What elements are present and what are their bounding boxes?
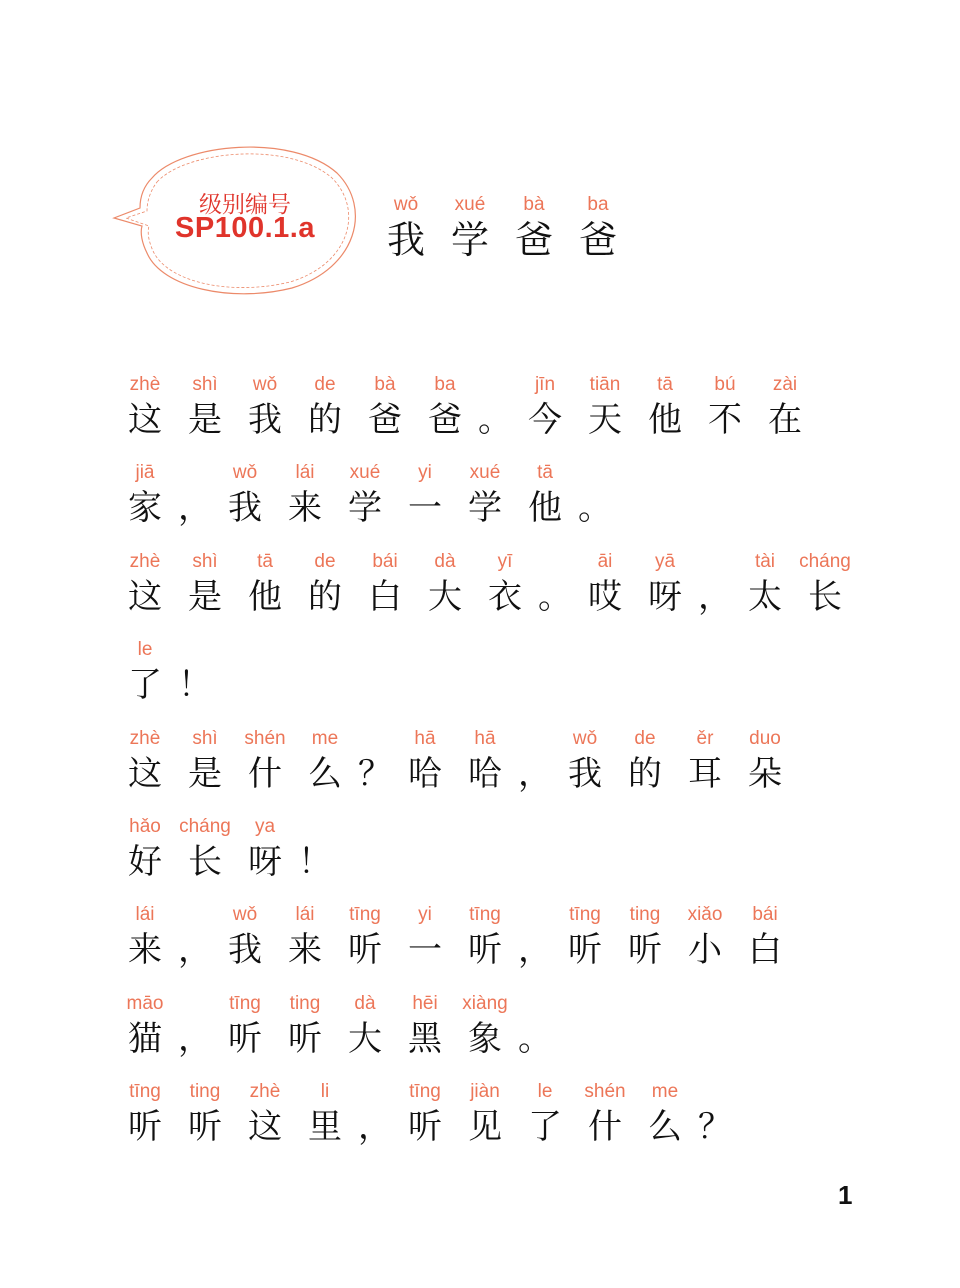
pinyin: de — [314, 550, 336, 572]
hanzi: ， — [698, 576, 732, 617]
character-cell — [475, 549, 535, 637]
hanzi: 在 — [768, 400, 802, 440]
hanzi: 的 — [308, 576, 342, 617]
pinyin: dà — [434, 550, 456, 572]
hanzi: 白 — [748, 930, 782, 971]
character-cell — [615, 902, 675, 990]
pinyin: zhè — [129, 727, 161, 749]
hanzi: 哈 — [468, 753, 502, 794]
pinyin: jīn — [534, 374, 556, 395]
text-line — [115, 1079, 855, 1167]
character-cell — [115, 549, 175, 637]
pinyin: yi — [418, 462, 432, 484]
character-cell — [335, 460, 395, 548]
character-cell — [175, 814, 235, 902]
punctuation-cell — [175, 460, 215, 548]
text-line — [115, 549, 855, 637]
pinyin: zhè — [129, 550, 161, 572]
hanzi: 。 — [578, 488, 612, 529]
hanzi: 天 — [588, 400, 622, 440]
hanzi: 呀 — [248, 841, 282, 882]
pinyin: le — [537, 1081, 553, 1103]
character-cell — [235, 814, 295, 902]
hanzi: 我 — [248, 400, 282, 440]
character-cell — [355, 549, 415, 637]
character-cell — [115, 1079, 175, 1167]
hanzi: 什 — [588, 1107, 622, 1148]
character-cell — [235, 726, 295, 814]
punctuation-cell — [475, 372, 515, 460]
pinyin: cháng — [799, 550, 851, 572]
pinyin: shén — [244, 727, 286, 749]
punctuation-cell — [175, 637, 215, 725]
hanzi: 衣 — [488, 576, 522, 617]
hanzi: 猫 — [128, 1018, 162, 1059]
pinyin: bà — [374, 374, 396, 395]
character-cell — [395, 726, 455, 814]
text-line — [115, 902, 855, 990]
hanzi: 是 — [188, 400, 222, 440]
character-cell — [395, 902, 455, 990]
pinyin: bái — [372, 550, 398, 572]
character-cell — [735, 549, 795, 637]
pinyin: bà — [523, 194, 545, 215]
character-cell — [575, 1079, 635, 1167]
character-cell — [115, 726, 175, 814]
hanzi: 什 — [248, 753, 282, 794]
hanzi: 这 — [128, 400, 162, 440]
character-cell — [515, 460, 575, 548]
pinyin: de — [634, 727, 656, 749]
pinyin: tīng — [569, 904, 601, 926]
pinyin: ting — [629, 904, 661, 926]
pinyin: lái — [135, 904, 155, 926]
hanzi: 。 — [478, 400, 512, 440]
hanzi: 的 — [308, 400, 342, 440]
pinyin: ba — [434, 374, 456, 395]
hanzi: 黑 — [408, 1018, 442, 1059]
hanzi: 听 — [628, 930, 662, 971]
character-cell — [215, 902, 275, 990]
character-cell — [675, 902, 735, 990]
hanzi: 朵 — [748, 753, 782, 794]
hanzi: 是 — [188, 576, 222, 617]
character-cell — [235, 549, 295, 637]
character-cell — [115, 814, 175, 902]
punctuation-cell — [695, 1079, 735, 1167]
punctuation-cell — [515, 902, 555, 990]
hanzi: 。 — [518, 1018, 552, 1059]
hanzi: 听 — [228, 1018, 262, 1059]
hanzi: 学 — [468, 488, 502, 529]
character-cell — [235, 1079, 295, 1167]
character-cell — [175, 372, 235, 460]
hanzi: 长 — [188, 841, 222, 882]
hanzi: 哈 — [408, 753, 442, 794]
hanzi: 我 — [228, 930, 262, 971]
character-cell — [115, 902, 175, 990]
pinyin: jiā — [135, 462, 155, 484]
pinyin: zhè — [249, 1081, 281, 1103]
pinyin: me — [311, 727, 339, 749]
pinyin: xiǎo — [687, 904, 723, 926]
character-cell — [215, 460, 275, 548]
punctuation-cell — [575, 460, 615, 548]
pinyin: yā — [654, 550, 676, 572]
pinyin: hā — [414, 727, 436, 749]
hanzi: 来 — [128, 930, 162, 971]
character-cell — [215, 991, 275, 1079]
pinyin: shì — [192, 374, 218, 395]
hanzi: 来 — [288, 930, 322, 971]
hanzi: ？ — [358, 753, 392, 794]
hanzi: 爸 — [428, 400, 462, 440]
pinyin: tā — [657, 374, 673, 395]
hanzi: 么 — [308, 753, 342, 794]
hanzi: ， — [178, 930, 212, 971]
pinyin: zài — [772, 374, 798, 395]
pinyin: de — [314, 374, 336, 395]
hanzi: ？ — [698, 1107, 732, 1148]
pinyin: yi — [418, 904, 432, 926]
character-cell — [335, 902, 395, 990]
pinyin: hā — [474, 727, 496, 749]
hanzi: ， — [178, 488, 212, 529]
character-cell — [455, 460, 515, 548]
character-cell — [555, 726, 615, 814]
hanzi: 大 — [428, 576, 462, 617]
character-cell — [295, 372, 355, 460]
pinyin: zhè — [129, 374, 161, 395]
character-cell — [755, 372, 815, 460]
punctuation-cell — [695, 549, 735, 637]
pinyin: jiàn — [470, 1081, 500, 1103]
punctuation-cell — [175, 991, 215, 1079]
character-cell — [635, 549, 695, 637]
character-cell — [175, 549, 235, 637]
pinyin: māo — [126, 992, 164, 1014]
hanzi: 见 — [468, 1107, 502, 1148]
hanzi: 我 — [386, 218, 425, 262]
pinyin: shì — [192, 727, 218, 749]
character-cell — [415, 372, 475, 460]
character-cell — [295, 549, 355, 637]
hanzi: 学 — [348, 488, 382, 529]
punctuation-cell — [515, 726, 555, 814]
text-line — [115, 372, 855, 460]
text-line — [115, 814, 855, 902]
character-cell — [335, 991, 395, 1079]
hanzi: 来 — [288, 488, 322, 529]
hanzi: ， — [178, 1018, 212, 1059]
pinyin: wǒ — [252, 374, 278, 395]
pinyin: xué — [469, 462, 501, 484]
hanzi: 是 — [188, 753, 222, 794]
character-cell — [355, 372, 415, 460]
text-line — [115, 637, 855, 725]
pinyin: ting — [189, 1081, 221, 1103]
character-cell — [515, 372, 575, 460]
hanzi: 爸 — [368, 400, 402, 440]
hanzi: 不 — [708, 400, 742, 440]
hanzi: 他 — [528, 488, 562, 529]
hanzi: 呀 — [648, 576, 682, 617]
character-cell — [695, 372, 755, 460]
hanzi: 听 — [408, 1107, 442, 1148]
character-cell — [635, 372, 695, 460]
character-cell — [395, 1079, 455, 1167]
pinyin: xué — [454, 194, 486, 215]
pinyin: wǒ — [232, 904, 258, 926]
character-cell — [235, 372, 295, 460]
character-cell — [275, 991, 335, 1079]
hanzi: 太 — [748, 576, 782, 617]
level-code: SP100.1.a — [175, 212, 315, 244]
pinyin: xué — [349, 462, 381, 484]
pinyin: tiān — [589, 374, 621, 395]
hanzi: 小 — [688, 930, 722, 971]
character-cell — [175, 726, 235, 814]
pinyin: dà — [354, 992, 376, 1014]
hanzi: 他 — [248, 576, 282, 617]
hanzi: 一 — [408, 488, 442, 529]
pinyin: xiàng — [462, 992, 508, 1014]
pinyin: li — [320, 1081, 330, 1103]
pinyin: āi — [597, 550, 613, 572]
text-line — [115, 460, 855, 548]
character-cell — [555, 902, 615, 990]
hanzi: 这 — [128, 753, 162, 794]
character-cell — [395, 991, 455, 1079]
pinyin: wǒ — [393, 194, 419, 215]
pinyin: bú — [714, 374, 736, 395]
pinyin: tīng — [229, 992, 261, 1014]
character-cell — [566, 192, 630, 262]
hanzi: ， — [518, 930, 552, 971]
punctuation-cell — [295, 814, 335, 902]
hanzi: 学 — [450, 218, 489, 262]
hanzi: 我 — [228, 488, 262, 529]
hanzi: 好 — [128, 841, 162, 882]
hanzi: 听 — [568, 930, 602, 971]
pinyin: tīng — [409, 1081, 441, 1103]
punctuation-cell — [355, 1079, 395, 1167]
hanzi: 今 — [528, 400, 562, 440]
character-cell — [275, 460, 335, 548]
hanzi: 一 — [408, 930, 442, 971]
pinyin: tīng — [469, 904, 501, 926]
character-cell — [455, 726, 515, 814]
pinyin: le — [137, 639, 153, 661]
pinyin: ěr — [696, 727, 714, 749]
character-cell — [395, 460, 455, 548]
story-text — [115, 372, 855, 1168]
hanzi: 里 — [308, 1107, 342, 1148]
hanzi: 的 — [628, 753, 662, 794]
pinyin: hēi — [412, 992, 438, 1014]
character-cell — [115, 637, 175, 725]
hanzi: 么 — [648, 1107, 682, 1148]
hanzi: 了 — [128, 665, 162, 706]
pinyin: ba — [587, 194, 609, 215]
character-cell — [115, 372, 175, 460]
pinyin: hǎo — [129, 815, 161, 837]
character-cell — [275, 902, 335, 990]
character-cell — [175, 1079, 235, 1167]
pinyin: tā — [537, 462, 553, 484]
pinyin: wǒ — [232, 462, 258, 484]
pinyin: wǒ — [572, 727, 598, 749]
pinyin: tīng — [349, 904, 381, 926]
hanzi: 这 — [128, 576, 162, 617]
hanzi: 耳 — [688, 753, 722, 794]
level-label: 级别编号 — [199, 192, 291, 218]
hanzi: ， — [518, 753, 552, 794]
hanzi: 我 — [568, 753, 602, 794]
pinyin: shì — [192, 550, 218, 572]
pinyin: tā — [257, 550, 273, 572]
punctuation-cell — [535, 549, 575, 637]
character-cell — [295, 726, 355, 814]
character-cell — [675, 726, 735, 814]
character-cell — [635, 1079, 695, 1167]
hanzi: 这 — [248, 1107, 282, 1148]
hanzi: 哎 — [588, 576, 622, 617]
pinyin: bái — [752, 904, 778, 926]
character-cell — [374, 192, 438, 262]
punctuation-cell — [355, 726, 395, 814]
character-cell — [615, 726, 675, 814]
hanzi: ！ — [178, 665, 212, 706]
punctuation-cell — [175, 902, 215, 990]
story-title — [374, 192, 630, 262]
hanzi: 。 — [538, 576, 572, 617]
character-cell — [415, 549, 475, 637]
hanzi: 听 — [288, 1018, 322, 1059]
character-cell — [502, 192, 566, 262]
hanzi: ！ — [298, 841, 332, 882]
character-cell — [575, 372, 635, 460]
character-cell — [455, 902, 515, 990]
hanzi: 象 — [468, 1018, 502, 1059]
hanzi: ， — [358, 1107, 392, 1148]
hanzi: 听 — [188, 1107, 222, 1148]
pinyin: lái — [295, 904, 315, 926]
character-cell — [455, 1079, 515, 1167]
hanzi: 长 — [808, 576, 842, 617]
hanzi: 大 — [348, 1018, 382, 1059]
hanzi: 了 — [528, 1107, 562, 1148]
hanzi: 听 — [468, 930, 502, 971]
hanzi: 他 — [648, 400, 682, 440]
character-cell — [115, 460, 175, 548]
pinyin: cháng — [179, 815, 231, 837]
page-number: 1 — [838, 1180, 853, 1210]
character-cell — [795, 549, 855, 637]
hanzi: 家 — [128, 488, 162, 529]
pinyin: duo — [749, 727, 781, 749]
character-cell — [515, 1079, 575, 1167]
pinyin: ya — [254, 815, 276, 837]
character-cell — [438, 192, 502, 262]
pinyin: tīng — [129, 1081, 161, 1103]
pinyin: tài — [754, 550, 776, 572]
pinyin: ting — [289, 992, 321, 1014]
hanzi: 白 — [368, 576, 402, 617]
character-cell — [735, 902, 795, 990]
punctuation-cell — [515, 991, 555, 1079]
hanzi: 听 — [348, 930, 382, 971]
pinyin: yī — [497, 550, 513, 572]
pinyin: me — [651, 1081, 679, 1103]
character-cell — [575, 549, 635, 637]
character-cell — [115, 991, 175, 1079]
pinyin: shén — [584, 1081, 626, 1103]
hanzi: 爸 — [578, 218, 617, 262]
hanzi: 爸 — [514, 218, 553, 262]
hanzi: 听 — [128, 1107, 162, 1148]
character-cell — [455, 991, 515, 1079]
pinyin: lái — [295, 462, 315, 484]
text-line — [115, 726, 855, 814]
character-cell — [735, 726, 795, 814]
text-line — [115, 991, 855, 1079]
character-cell — [295, 1079, 355, 1167]
